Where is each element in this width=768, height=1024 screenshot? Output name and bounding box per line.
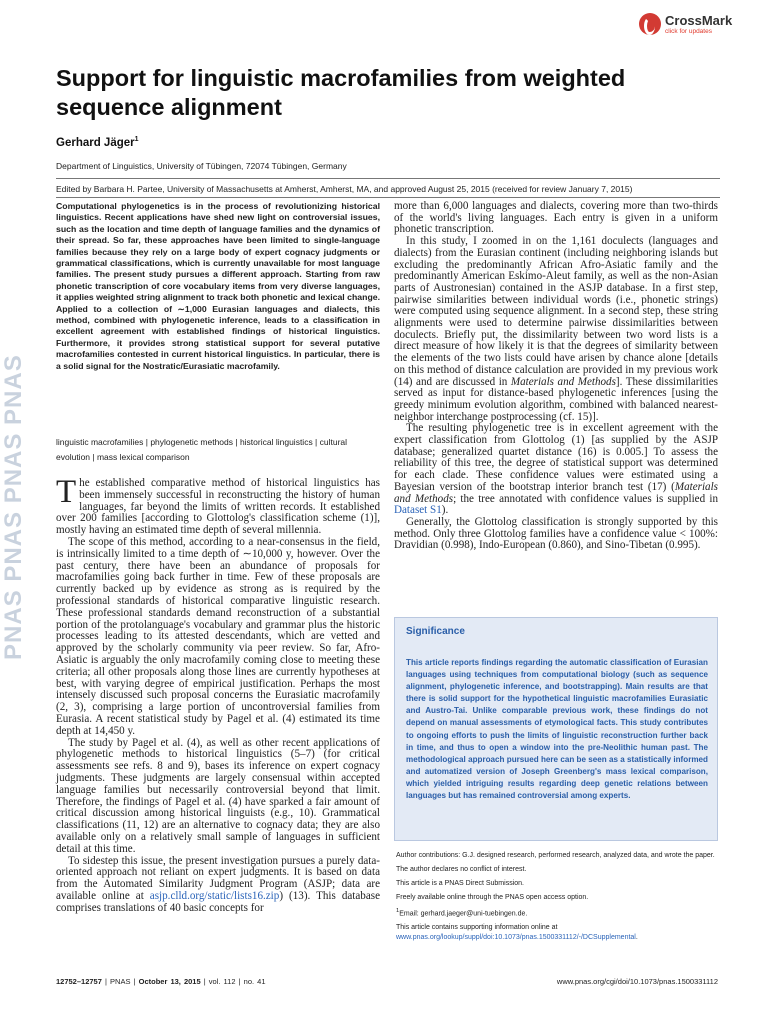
supporting-info-link[interactable]: www.pnas.org/lookup/suppl/doi:10.1073/pnas.1500331112/-/DCSupplemental — [396, 933, 636, 941]
right-paragraph-2-text-a: In this study, I zoomed in on the 1,161 doculects (languages and dialects) from the Eurasian continent (including neighboring islands but excluding the predominantly African Afro-Asiatic family and the predominantly American Eskimo-Aleut family, as well as the non-Asian parts of Austronesian) contained in the ASJP database. In a first step, pairwise similarities between individual words (i.e., phonetic strings) were computed using sequence alignment. In a second step, these string alignments were used to determine pairwise dissimilarities between doculects. Briefly put, the dissimilarity between two word lists is a direct measure of how likely it is that the degrees of similarity between the elements of the two lists could have arisen by chance alone [details on this method of distance calculation are provided in my previous work (14) and are discussed in — [394, 235, 718, 388]
edited-by: Edited by Barbara H. Partee, University of Massachusetts at Amherst, Amherst, MA, and approved August 25, 2015 (received for review January 7, 2015) — [56, 184, 633, 194]
header-divider-top — [56, 178, 720, 179]
email-sup: 1 — [396, 908, 400, 914]
right-column-body — [394, 201, 718, 552]
significance-heading: Significance — [406, 626, 465, 637]
open-access-note: Freely available online through the PNAS open access option. — [396, 894, 589, 901]
svg-text:PNAS PNAS PNAS PNAS: PNAS PNAS PNAS PNAS — [0, 354, 27, 660]
pnas-watermark-text — [0, 100, 27, 700]
supporting-info-text-a: This article contains supporting information online at — [396, 924, 558, 932]
submission-note: This article is a PNAS Direct Submission. — [396, 880, 524, 887]
author-notes — [396, 851, 718, 947]
footer-doi[interactable]: www.pnas.org/cgi/doi/10.1073/pnas.1500331112 — [556, 977, 718, 986]
email-text: Email: gerhard.jaeger@uni-tuebingen.de. — [399, 910, 528, 918]
left-column-body — [56, 474, 381, 914]
intro-text: he established comparative method of historical linguistics has been immensely successful in reconstructing the history of human languages, far beyond the limits of written records. It established over 200 families [according to Glottolog's classification scheme (1)], mostly having an estimated time depth of several millennia. — [56, 477, 380, 537]
body-paragraph-3: The study by Pagel et al. (4), as well as other recent applications of phylogenetic methods to historical linguistics (5–7) (for critical assessments see refs. 8 and 9), bases its inference on expert cognacy judgments. These judgments are largely consensual within accepted language families but necessarily controversial beyond that limit. Therefore, the findings of Pagel et al. (4) have sparked a fair amount of critical discussion among historical linguists (e.g., 10). Grammatical classifications (11, 12) are an alternative to cognacy data; they are also available only on a relatively small sample of languages in sufficient detail at this time. — [56, 736, 380, 855]
asjp-data-link[interactable]: asjp.clld.org/static/lists16.zip — [149, 889, 280, 902]
right-paragraph-3-text-a: The resulting phylogenetic tree is in excellent agreement with the expert classification from Glottolog (1) [as supplied by the ASJP database; generalized quartet distance (16) is 0.005.] To assess the reliability of this tree, the degree of statistical support was determined for each clade. These confidence values were estimated using a Bayesian version of the bootstrap interior branch test (17) ( — [394, 422, 718, 493]
supporting-info-note — [396, 923, 718, 942]
footer-pages: 12752–12757 — [56, 977, 102, 986]
author-sup: 1 — [134, 136, 139, 143]
footer-sep-1: | — [104, 977, 107, 986]
keywords: linguistic macrofamilies | phylogenetic methods | historical linguistics | cultural evolution | mass lexical comparison — [56, 437, 348, 462]
author-line — [56, 136, 139, 149]
body-paragraph-4 — [56, 856, 380, 915]
affiliation: Department of Linguistics, University of Tübingen, 72074 Tübingen, Germany — [56, 161, 347, 171]
header-divider-bottom — [56, 197, 720, 198]
intro-paragraph — [56, 474, 380, 537]
crossmark-label: CrossMark — [665, 13, 733, 28]
right-paragraph-3 — [394, 423, 718, 517]
right-paragraph-2-text-b: ]. These dissimilarities served as input for distance-based phylogenetic inferences [using the greedy minimum evolution algorithm, combined with balanced nearest-neighbor interchange postprocessing (cf. 15)]. — [394, 375, 718, 423]
footer-sep-2: | — [133, 977, 136, 986]
email-note — [396, 907, 718, 919]
materials-methods-ref-2: Materials and Methods — [394, 480, 718, 505]
article-title: Support for linguistic macrofamilies from weighted sequence alignment — [56, 65, 626, 120]
author-contributions: Author contributions: G.J. designed research, performed research, analyzed data, and wrote the paper. — [396, 852, 715, 859]
pnas-sidebar-watermark — [0, 0, 26, 1024]
right-paragraph-1: more than 6,000 languages and dialects, covering more than two-thirds of the world's living languages. Each entry is given in a uniform phonetic transcription. — [394, 200, 718, 236]
significance-box — [394, 617, 718, 841]
footer-date: October 13, 2015 — [138, 977, 201, 986]
footer-citation — [56, 977, 266, 986]
right-paragraph-3-text-c: ). — [441, 504, 449, 517]
crossmark-sublabel: click for updates — [665, 28, 712, 35]
drop-cap: T — [56, 474, 77, 510]
conflict-statement: The author declares no conflict of interest. — [396, 866, 527, 873]
supporting-info-text-b: . — [635, 933, 638, 941]
author-name: Gerhard Jäger — [56, 136, 135, 149]
body-paragraph-4-text-b: ) (13). This database comprises translations of 40 basic concepts for — [56, 889, 381, 914]
significance-text: This article reports findings regarding the automatic classification of Eurasian languages using techniques from computational biology (such as sequence alignment, phylogenetic inference, and bootstrapping). Main results are that there is solid support for the hypothetical linguistic macrofamilies Eurasiatic and Austro-Tai. Unlike comparable previous work, these findings do not depend on manual assessments of etymological facts. This study contributes to ongoing efforts to push the limits of linguistic reconstruction further back in time, and thus to open a window into the pre-Neolithic human past. The methodological approach pursued here can be seen as a statistically informed and automatized version of Joseph Greenberg's mass lexical comparison, which yielded intriguing results regarding deep genetic relations between languages but has remained controversial among experts. — [406, 658, 708, 801]
right-paragraph-4: Generally, the Glottolog classification is strongly supported by this method. Only three Glottolog families have a confidence value < 100%: Dravidian (0.998), Indo-European (0.860), and Sino-Tibetan (0.995). — [394, 515, 718, 552]
footer-volume: vol. 112 — [208, 977, 236, 986]
footer-issue: no. 41 — [243, 977, 266, 986]
crossmark-badge[interactable] — [639, 13, 735, 47]
body-paragraph-2: The scope of this method, according to a near-consensus in the field, is intrinsically limited to a time depth of ∼10,000 y, however. Over the past century, there have been an abundance of proposals for macrofamilies going back further in time. Few of these proposals are currently backed up by evidence as strong as is required by the professional standards of historical comparative linguistic research. These professional standards demand reconstruction of a substantial portion of the protolanguage's vocabulary and grammar plus the historic processes leading to its attested descendants, which are vetted and approved by the scholarly community via peer review. So far, Afro-Asiatic is arguably the only macrofamily coming close to meeting these criteria; all other proposals along those lines are currently hypotheses at best, with varying degree of empirical justification. Perhaps the most intensely discussed such proposal concerns the Eurasiatic macrofamily (2, 3), comprising a large portion of uncontroversial families from Eurasia. A recent statistical study by Pagel et al. (4) estimated its time depth at 14,450 y. — [56, 535, 380, 737]
crossmark-icon — [639, 13, 661, 35]
footer-journal: PNAS — [110, 977, 131, 986]
body-paragraph-4-text-a: To sidestep this issue, the present investigation pursues a purely data-oriented approach not reliant on expert judgments. It is based on data from the Automated Similarity Judgment Program (ASJP; data are available online at — [56, 854, 380, 902]
dataset-s1-link[interactable]: Dataset S1 — [394, 504, 442, 517]
abstract: Computational phylogenetics is in the process of revolutionizing historical linguistics. Recent applications have shed new light on controversial issues, such as the location and time depth of language families and the dynamics of their spread. So far, these approaches have been limited to single-language families because they rely on a large body of expert cognacy judgments or grammatical classifications, which is currently unavailable for most language families. The present study pursues a different approach. Starting from raw phonetic transcription of core vocabulary items from very diverse languages, it applies weighted string alignment to track both phonetic and lexical change. Applied to a collection of ∼1,000 Eurasian languages and dialects, this method, combined with phylogenetic inference, leads to a classification in excellent agreement with established findings of historical linguistics. Furthermore, it provides strong statistical support for several putative macrofamilies contested in current historical linguistics. In particular, there is a solid signal for the Nostratic/Eurasiatic macrofamily. — [56, 201, 380, 371]
right-paragraph-3-text-b: ; the tree annotated with confidence values is supplied in — [453, 492, 718, 505]
footer-sep-3: | — [203, 977, 206, 986]
materials-methods-ref-1: Materials and Methods — [510, 375, 616, 388]
footer-sep-4: | — [238, 977, 241, 986]
right-paragraph-2 — [394, 236, 718, 423]
